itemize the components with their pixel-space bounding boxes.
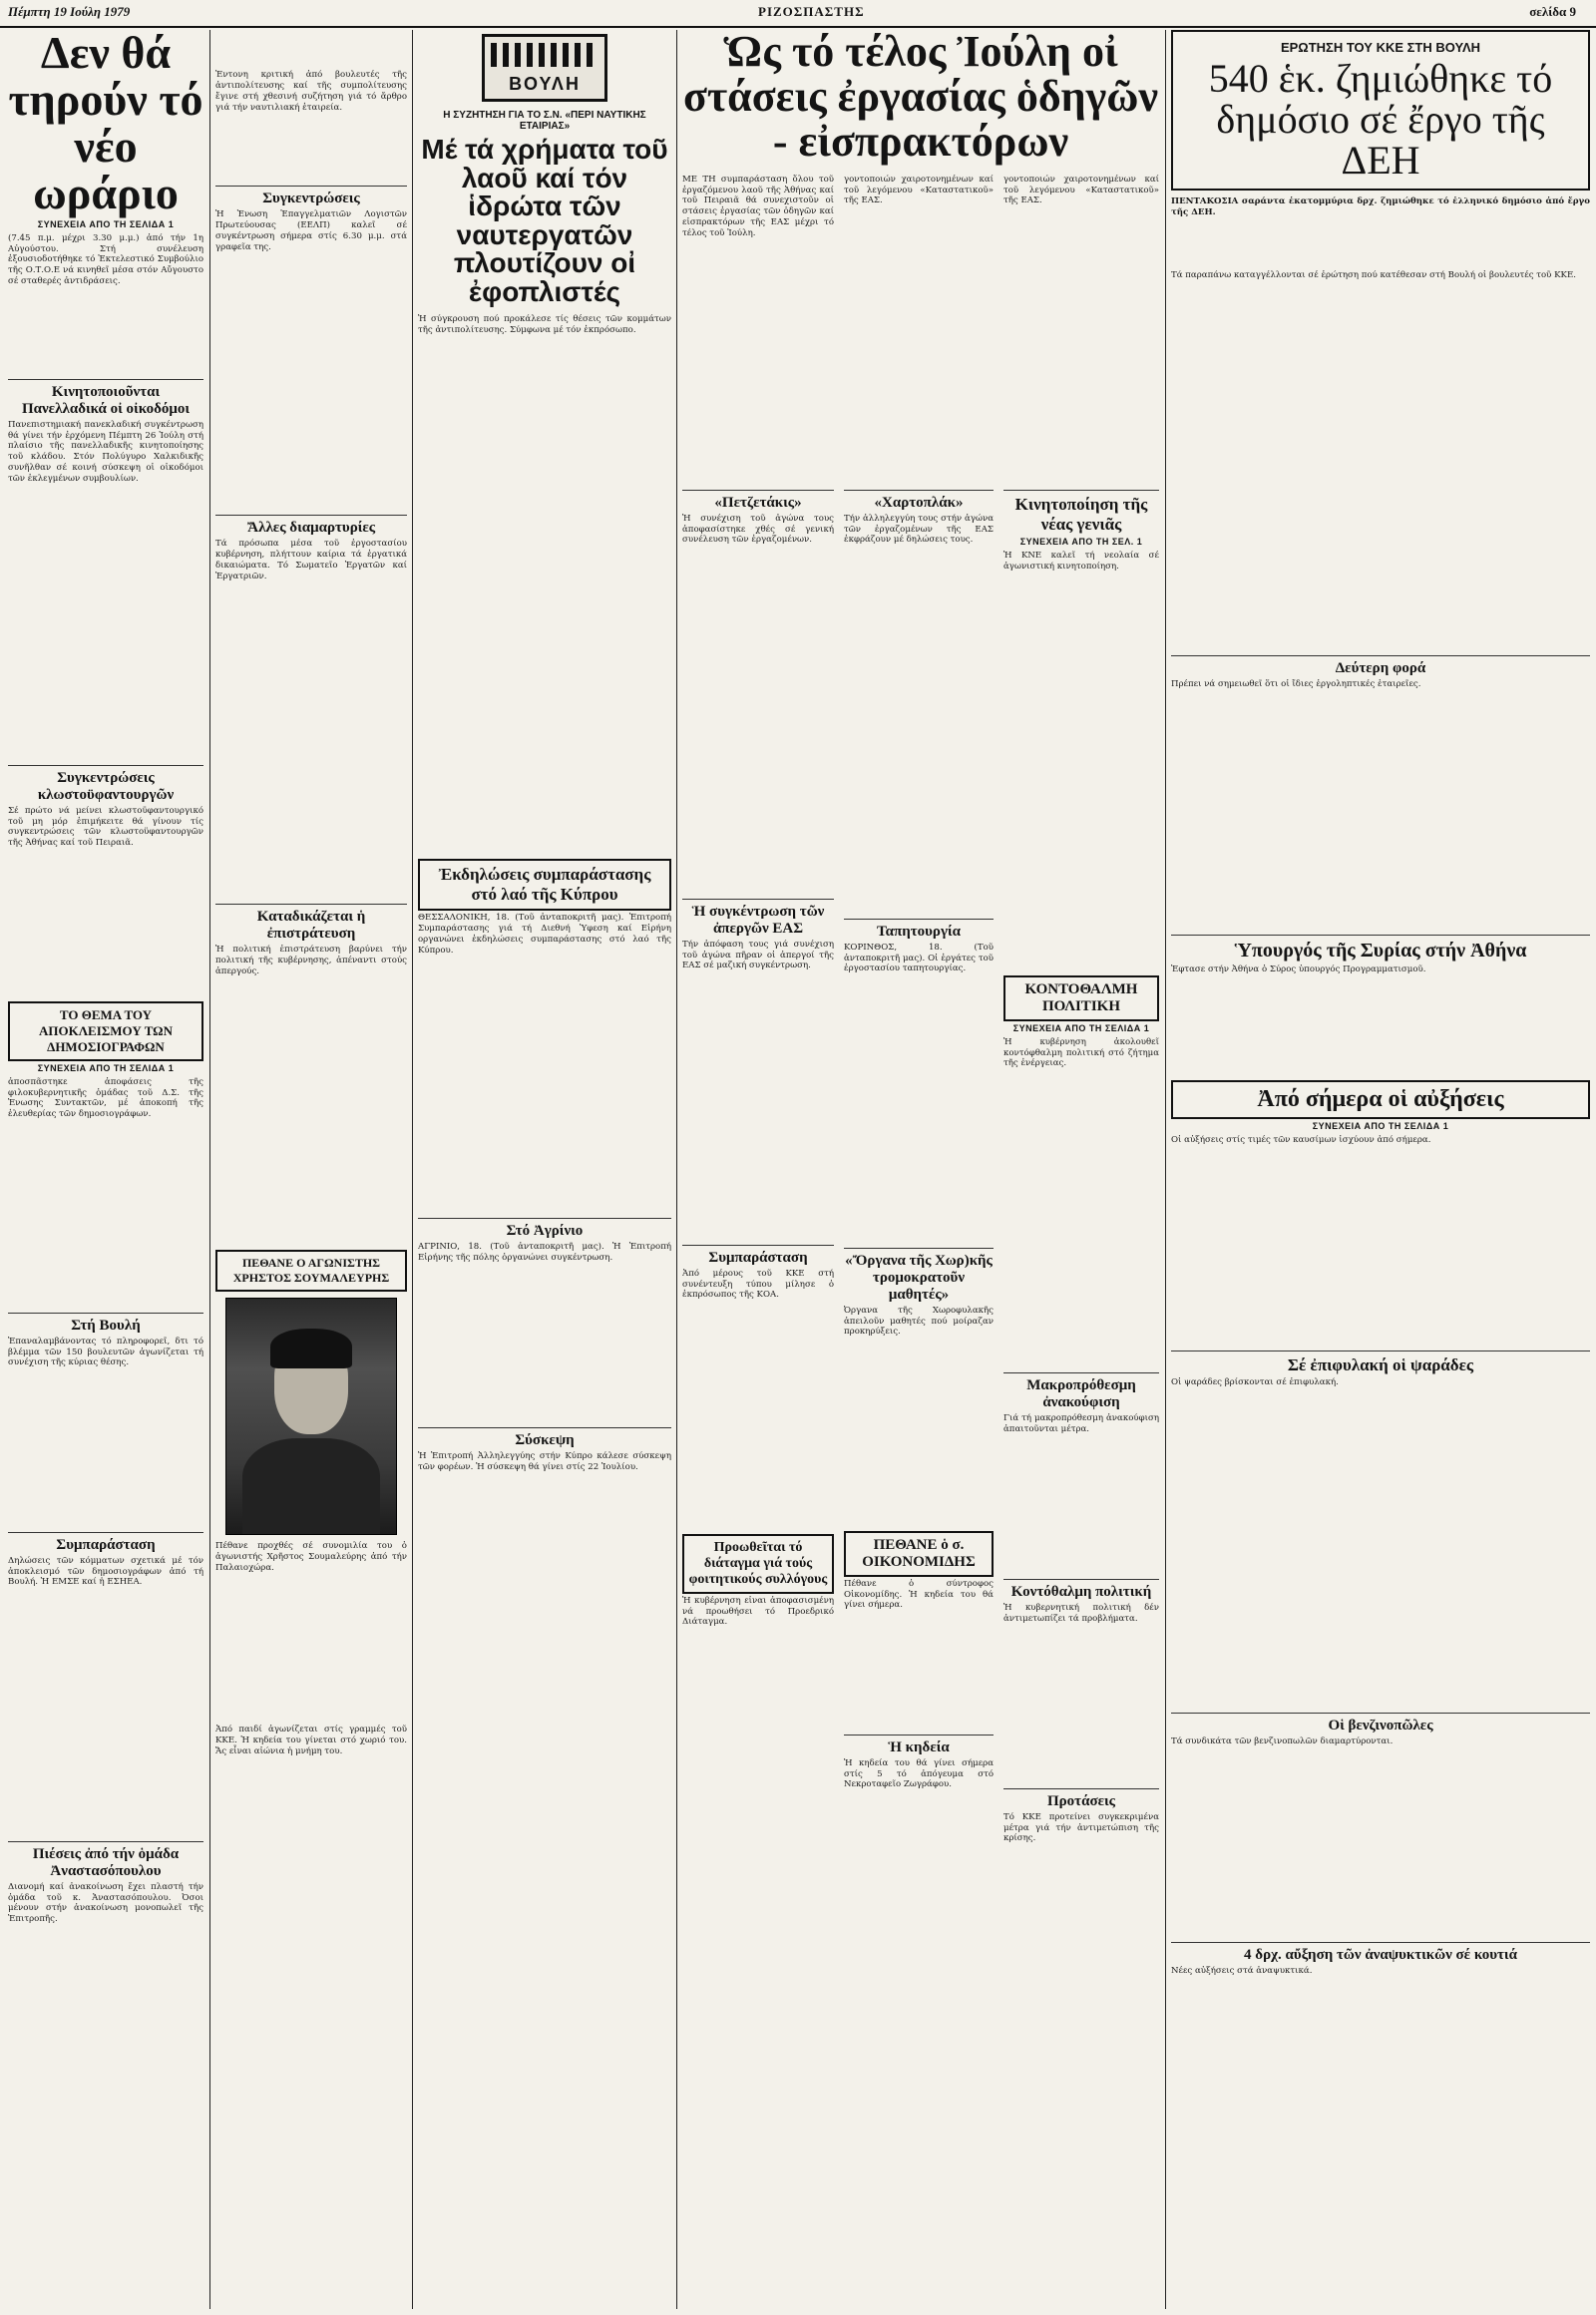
central-columns: [682, 30, 1159, 2304]
question-box: [1171, 30, 1590, 191]
article-text: Διανομή καί ἀνακοίνωση ἔχει πλαστή τήν ὁμάδα τοῦ κ. Ἀναστασόπουλου. Ὀσοι μένουν στήν ἀνακοίνωση μονοπωλεῖ τῆς Ἐπιτροπῆς.: [8, 1881, 203, 1925]
article-text: ἀποσπᾶστηκε ἀποφάσεις τῆς φιλοκυβερνητικῆς ὀμάδας τοῦ Δ.Σ. τῆς Ἑνωσης Συντακτῶν, μέ ἀποκοπή τῆς ἐλευθερίας τῶν δημοσιογράφων.: [8, 1076, 203, 1120]
article-kicker: Η ΣΥΖΗΤΗΣΗ ΓΙΑ ΤΟ Σ.Ν. «ΠΕΡΙ ΝΑΥΤΙΚΗΣ ΕΤΑΙΡΙΑΣ»: [443, 110, 646, 132]
article-text: Ἡ κυβέρνηση ἀκολουθεῖ κοντόφθαλμη πολιτική στό ζήτημα τῆς ἐνέργειας.: [1003, 1036, 1159, 1069]
article-text: Σέ πρώτο νά μείνει κλωστοϋφαντουργικό τοῦ μη μόρ ἐπιμήκειτε θά γίνουν τίς συγκεντρώσεις τῶν κλωστοϋφαντουργῶν τῆς Ἀθήνας καί τοῦ Πειραιᾶ.: [8, 805, 203, 849]
article-text: Τήν ἀλληλεγγύη τους στήν ἀγώνα τῶν ἐργαζομένων τῆς ΕΑΣ ἐκφράζουν μέ δηλώσεις τους.: [844, 513, 994, 546]
central-body: [682, 175, 1159, 2249]
section-title: Ταπητουργία: [844, 919, 994, 941]
article-text: Δηλώσεις τῶν κόμματων σχετικά μέ τόν ἀποκλεισμό τῶν δημοσιογράφων ἀπό τή Βουλή. Ἡ ΕΜΣΕ καί ἡ ΕΣΗΕΑ.: [8, 1555, 203, 1588]
section-title: Στό Ἀγρίνιο: [418, 1218, 671, 1240]
column-2: [215, 30, 407, 2304]
article-text: Ὀργανα τῆς Χωροφυλακῆς ἀπειλοῦν μαθητές πού μοίραζαν προκηρύξεις.: [844, 1305, 994, 1338]
portrait-photo: [225, 1298, 397, 1535]
continuation-label: ΣΥΝΕΧΕΙΑ ΑΠΟ ΤΗ ΣΕΛΙΔΑ 1: [1312, 1121, 1449, 1132]
section-title-soft-drinks: 4 δρχ. αὔξηση τῶν ἀναψυκτικῶν σέ κουτιά: [1171, 1942, 1590, 1964]
article-text: Ἡ κυβέρνηση εἶναι ἀποφασισμένη νά προωθήσει τό Προεδρικό Διάταγμα.: [682, 1595, 834, 1628]
article-text: γοντοποιών χαιροτονημένων καί τοῦ λεγόμενου «Καταστατικοῦ» τῆς ΕΑΣ.: [1003, 174, 1159, 206]
article-text: Ἡ κηδεία του θά γίνει σήμερα στίς 5 τό ἀπόγευμα στό Νεκροταφεῖο Ζωγράφου.: [844, 1757, 994, 1790]
section-title-obituary: ΠΕΘΑΝΕ ὁ σ. ΟΙΚΟΝΟΜΙΔΗΣ: [844, 1531, 994, 1577]
section-title: Ἄλλες διαμαρτυρίες: [215, 515, 407, 537]
article-text: Πέθανε ὁ σύντροφος Οἰκονομίδης. Ἡ κηδεία του θά γίνει σήμερα.: [844, 1578, 994, 1611]
column-1: [8, 30, 203, 2304]
section-title: Πιέσεις ἀπό τήν ὁμάδα Ἀναστασόπουλου: [8, 1841, 203, 1880]
lead-text: ΠΕΝΤΑΚΟΣΙΑ σαράντα ἑκατομμύρια δρχ. ζημιώθηκε τό ἑλληνικό δημόσιο ἀπό ἔργο τῆς ΔΕΗ.: [1171, 196, 1590, 218]
section-title-syria: Ὑπουργός τῆς Συρίας στήν Ἀθήνα: [1171, 935, 1590, 963]
continuation-label: ΣΥΝΕΧΕΙΑ ΑΠΟ ΤΗ ΣΕΛ. 1: [1019, 536, 1143, 547]
newspaper-name: ΡΙΖΟΣΠΑΣΤΗΣ: [758, 4, 865, 19]
section-title-policy: ΚΟΝΤΟΘΑΛΜΗ ΠΟΛΙΤΙΚΗ: [1003, 975, 1159, 1021]
article-text: Οἱ ψαράδες βρίσκονται σέ ἐπιφυλακή.: [1171, 1377, 1339, 1388]
section-title: Συγκεντρώσεις: [215, 186, 407, 207]
section-title: Συγκεντρώσεις κλωστοϋφαντουργῶν: [8, 765, 203, 804]
headline-drivers-strikes: Ὡς τό τέλος Ἰούλη οἰ στάσεις ἐργασίας ὁδηγῶν - εἰσπρακτόρων: [682, 30, 1159, 166]
article-text: Οἱ αὐξήσεις στίς τιμές τῶν καυσίμων ἰσχύουν ἀπό σήμερα.: [1171, 1135, 1431, 1146]
section-title: Στή Βουλή: [8, 1313, 203, 1335]
article-text: Τά πρόσωπα μέσα τοῦ ἐργοστασίου κυβέρνηση, πλήττουν καίρια τά ἐργατικά δικαιώματα. Τό Σωματεῖο Ἐργατῶν καί Ἐργατριῶν.: [215, 539, 407, 581]
section-title: Κινητοποιοῦνται Πανελλαδικά οἰ οἰκοδόμοι: [8, 379, 203, 418]
column-5: [844, 175, 994, 1822]
box-kicker: ΕΡΩΤΗΣΗ ΤΟΥ ΚΚΕ ΣΤΗ ΒΟΥΛΗ: [1280, 40, 1481, 55]
parliament-logo-label: ΒΟΥΛΗ: [509, 74, 581, 94]
article-text: Γιά τή μακροπρόθεσμη ἀνακούφιση ἀπαιτοῦνται μέτρα.: [1003, 1412, 1159, 1434]
article-text: ΜΕ ΤΗ συμπαράσταση ὅλου τοῦ ἐργαζόμενου λαοῦ τῆς Ἀθήνας καί τοῦ Πειραιᾶ θά συνεχιστοῦν οἰ στάσεις ἐργασίας τῶν ὁδηγῶν καί εἰσπρακτόρων τῆς ΕΑΣ μέχρι τό τέλος τοῦ Ἰούλη.: [682, 174, 834, 239]
article-text: Ἡ σύγκρουση πού προκάλεσε τίς θέσεις τῶν κομμάτων τῆς ἀντιπολίτευσης. Σύμφωνα μέ τόν ἐκπρόσωπο.: [418, 314, 671, 336]
section-title-increases: Ἀπό σήμερα οἱ αὐξήσεις: [1171, 1080, 1590, 1119]
article-text: Πανεπιστημιακή πανεκλαδική συγκέντρωση θά γίνει τήν ἐρχόμενη Πέμπτη 26 Ἰούλη στή πλαίσιο τῆς πανελλαδικῆς κινητοποίησης τοῦ κλάδου. Στόν Πολύγυρο Χαλκιδικῆς συνῆλθαν σέ κοινή σύσκεψη οἰ οἰκοδόμοι τῶν ἐκλεγμένων συμβουλίων.: [8, 419, 203, 485]
section-title-journalists: ΤΟ ΘΕΜΑ ΤΟΥ ΑΠΟΚΛΕΙΣΜΟΥ ΤΩΝ ΔΗΜΟΣΙΟΓΡΑΦΩΝ: [8, 1001, 203, 1061]
continuation-label: ΣΥΝΕΧΕΙΑ ΑΠΟ ΤΗ ΣΕΛΙΔΑ 1: [37, 1062, 175, 1073]
continuation-label: ΣΥΝΕΧΕΙΑ ΑΠΟ ΤΗ ΣΕΛΙΔΑ 1: [37, 218, 175, 229]
article-text: (7.45 π.μ. μέχρι 3.30 μ.μ.) ἀπό τήν 1η Αὐγούστου. Στή συνέλευση ἐξουσιοδοτήθηκε τό Ἐκτελεστικό Συμβούλιο τῆς Ο.Τ.Ο.Ε νά κινηθεῖ μέσα στόν Αὔγουστο σέ σταθερές ἀντιδράσεις.: [8, 232, 203, 287]
parliament-logo: [482, 34, 607, 102]
section-title-students: Προωθεῖται τό διάταγμα γιά τούς φοιτητικούς συλλόγους: [682, 1534, 834, 1594]
headline-new-schedule: Δεν θά τηρούν τό νέο ωράριο: [8, 30, 203, 218]
obituary-title: ΠΕΘΑΝΕ Ο ΑΓΩΝΙΣΤΗΣ ΧΡΗΣΤΟΣ ΣΟΥΜΑΛΕΥΡΗΣ: [215, 1250, 407, 1292]
continuation-label: ΣΥΝΕΧΕΙΑ ΑΠΟ ΤΗ ΣΕΛΙΔΑ 1: [1012, 1022, 1150, 1033]
article-text: Πέθανε προχθές σέ συνομιλία του ὁ ἀγωνιστής Χρῆστος Σουμαλεύρης ἀπό τήν Παλαιοχώρα.: [215, 1541, 407, 1573]
section-title: «Πετζετάκις»: [682, 490, 834, 512]
article-text: Τά συνδικάτα τῶν βενζινοπωλῶν διαμαρτύρονται.: [1171, 1736, 1394, 1747]
section-title: Ἡ κηδεία: [844, 1735, 994, 1756]
article-text: Ἡ κυβερνητική πολιτική δέν ἀντιμετωπίζει τά προβλήματα.: [1003, 1602, 1159, 1624]
column-rule: [1165, 30, 1166, 2309]
article-text: Τά παραπάνω καταγγέλλονται σέ ἐρώτηση πού κατέθεσαν στή Βουλή οἱ βουλευτές τοῦ ΚΚΕ.: [1171, 270, 1576, 281]
article-text: Ἐντονη κριτική ἀπό βουλευτές τῆς ἀντιπολίτευσης καί τῆς συμπολίτευσης ἔγινε στή χθεσινή συζήτηση γιά τό ἄρθρο γιά τήν ναυτιλιακή ἑταιρεία.: [215, 70, 407, 113]
article-text: Τήν ἀπόφαση τους γιά συνέχιση τοῦ ἀγώνα πῆραν οἱ ἀπεργοί τῆς ΕΑΣ σέ μαζική συγκέντρωση.: [682, 939, 834, 971]
article-text: Πρέπει νά σημειωθεῖ ὅτι οἱ ἴδιες ἐργοληπτικές ἑταιρεῖες.: [1171, 679, 1421, 690]
issue-date: Πέμπτη 19 Ιούλη 1979: [8, 4, 131, 19]
article-text: ΘΕΣΣΑΛΟΝΙΚΗ, 18. (Τοῦ ἀνταποκριτῆ μας). Ἐπιτροπή Συμπαράστασης γιά τή Διεθνή Ὑφεση καί Εἰρήνη οργανώνει ἐκδηλώσεις συμπαράστασης στό λαό τῆς Κύπρου.: [418, 913, 671, 956]
column-4: [682, 175, 834, 1779]
section-title: «Χαρτοπλάκ»: [844, 490, 994, 512]
section-title: Δεύτερη φορά: [1171, 655, 1590, 677]
article-text: Τό ΚΚΕ προτείνει συγκεκριμένα μέτρα γιά τήν ἀντιμετώπιση τῆς κρίσης.: [1003, 1811, 1159, 1844]
column-rule: [412, 30, 413, 2309]
article-text: ΑΓΡΙΝΙΟ, 18. (Τοῦ ἀνταποκριτῆ μας). Ἡ Ἐπιτροπή Εἰρήνης τῆς πόλης ὀργανώνει συγκέντρωση.: [418, 1242, 671, 1264]
section-title: Συμπαράσταση: [682, 1245, 834, 1267]
page-header: [0, 0, 1596, 28]
section-title-fishermen: Σέ ἐπιφυλακή οἱ ψαράδες: [1171, 1350, 1590, 1375]
column-3: [418, 30, 671, 2304]
section-title-youth: Κινητοποίηση τῆς νέας γενιᾶς: [1003, 490, 1159, 535]
section-title: Σύσκεψη: [418, 1427, 671, 1449]
headline-dei-loss: 540 ἑκ. ζημιώθηκε τό δημόσιο σέ ἔργο τῆς ΔΕΗ: [1208, 56, 1553, 183]
article-text: Ἡ Ἑνωση Ἐπαγγελματιῶν Λογιστῶν Πρωτεύουσας (ΕΕΛΠ) καλεῖ σέ συγκέντρωση σήμερα στίς 6.30 μ.μ. στά γραφεῖα της.: [215, 209, 407, 252]
section-title-cyprus: Ἐκδηλώσεις συμπαράστασης στό λαό τῆς Κύπρου: [418, 859, 671, 911]
section-title: Οἱ βενζινοπῶλες: [1171, 1713, 1590, 1735]
page-number: σελίδα 9: [1529, 4, 1576, 19]
article-text: Ἐφτασε στήν Ἀθήνα ὁ Σύρος ὑπουργός Προγραμματισμοῦ.: [1171, 965, 1426, 975]
column-6: [1003, 175, 1159, 1976]
section-title: Μακροπρόθεσμη ἀνακούφιση: [1003, 1372, 1159, 1411]
section-title: «Ὄργανα τῆς Χωρ)κῆς τρομοκρατοῦν μαθητές»: [844, 1248, 994, 1304]
section-title: Ἡ συγκέντρωση τῶν ἀπεργῶν ΕΑΣ: [682, 899, 834, 938]
article-text: Ἡ πολιτική ἐπιστράτευση βαρύνει τήν πολιτική τῆς κυβέρνησης, ἀπέναντι στούς ἀπεργούς.: [215, 945, 407, 976]
section-title: Κοντόθαλμη πολιτική: [1003, 1579, 1159, 1601]
article-text: Νέες αὐξήσεις στά ἀναψυκτικά.: [1171, 1966, 1313, 1977]
article-text: γοντοποιών χαιροτονημένων καί τοῦ λεγόμενου «Καταστατικοῦ» τῆς ΕΑΣ.: [844, 174, 994, 206]
article-text: Ἡ συνέχιση τοῦ ἀγώνα τους ἀποφασίστηκε χθές σέ γενική συνέλευση τῶν ἐργαζομένων.: [682, 513, 834, 546]
article-text: Ἡ Ἐπιτροπή Ἀλληλεγγύης στήν Κύπρο κάλεσε σύσκεψη τῶν φορέων. Ἡ σύσκεψη θά γίνει στίς 22 Ἰουλίου.: [418, 1451, 671, 1473]
article-text: ΚΟΡΙΝΘΟΣ, 18. (Τοῦ ἀνταποκριτῆ μας). Οἰ ἐργάτες τοῦ ἐργοστασίου ταπητουργίας.: [844, 942, 994, 974]
section-title: Καταδικάζεται ἡ ἐπιστράτευση: [215, 904, 407, 943]
column-rule: [676, 30, 677, 2309]
section-title: Προτάσεις: [1003, 1788, 1159, 1810]
section-title: Συμπαράσταση: [8, 1532, 203, 1554]
article-text: Ἐπαναλαμβάνοντας τό πληροφορεῖ, δτι τό βλέμμα τῶν 150 βουλευτῶν ἀγωνίζεται τή συνέχιση τῆς κύριας θέσης.: [8, 1336, 203, 1368]
article-text: Ἀπό παιδί ἀγωνίζεται στίς γραμμές τοῦ ΚΚΕ. Ἡ κηδεία του γίνεται στό χωριό του. Ἄς εἶναι αἰώνια ἡ μνήμη του.: [215, 1725, 407, 1756]
article-text: Ἡ ΚΝΕ καλεῖ τή νεολαία σέ ἀγωνιστική κινητοποίηση.: [1003, 550, 1159, 572]
article-text: Ἀπό μέρους τοῦ ΚΚΕ στή συνέντευξη τύπου μίλησε ὁ ἐκπρόσωπος τῆς ΚΟΑ.: [682, 1268, 834, 1301]
column-rule: [209, 30, 210, 2309]
column-7: [1171, 30, 1590, 2304]
headline-shipowners: Μέ τά χρήματα τοῦ λαοῦ καί τόν ἱδρώτα τῶν ναυτεργατῶν πλουτίζουν οἰ ἐφοπλιστές: [421, 134, 668, 307]
